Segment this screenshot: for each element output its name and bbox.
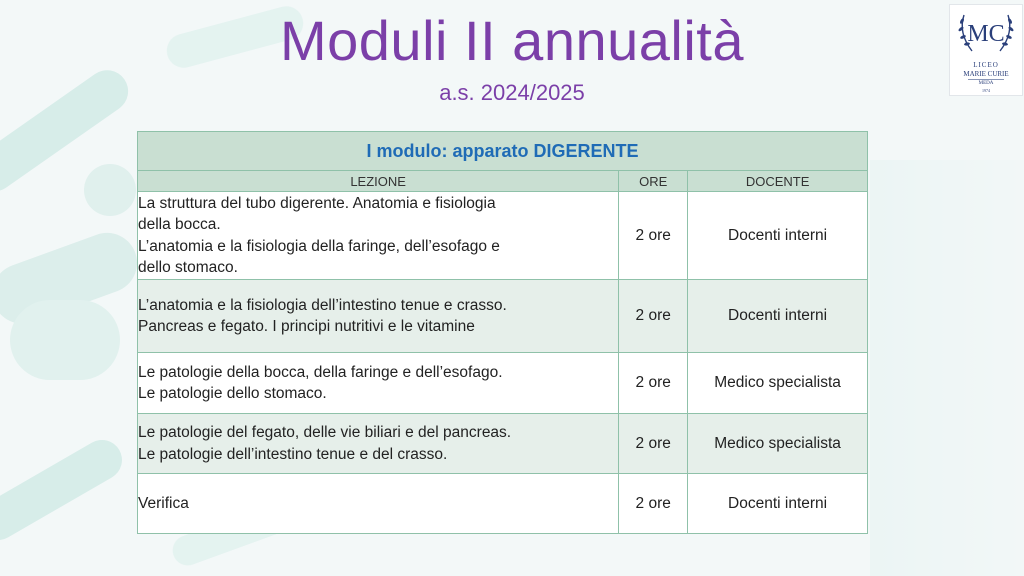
hours-cell: 2 ore — [619, 280, 688, 353]
column-header-ore: ORE — [619, 171, 688, 192]
hours-cell: 2 ore — [619, 474, 688, 534]
table-row — [138, 353, 868, 414]
lesson-cell: La struttura del tubo digerente. Anatomia e fisiologia della bocca. L’anatomia e la fisiologia della faringe, dell’esofago e dello stomaco. — [138, 192, 619, 280]
lesson-cell: L’anatomia e la fisiologia dell’intestino tenue e crasso. Pancreas e fegato. I principi nutritivi e le vitamine — [138, 280, 619, 353]
logo-text-name: MARIE CURIE — [963, 70, 1009, 78]
svg-text:MC: MC — [967, 21, 1005, 47]
module-schedule-table — [137, 131, 868, 534]
table-row — [138, 280, 868, 353]
teacher-cell: Medico specialista — [688, 353, 868, 414]
lesson-cell: Le patologie della bocca, della faringe e dell’esofago. Le patologie dello stomaco. — [138, 353, 619, 414]
lesson-cell: Verifica — [138, 474, 619, 534]
laurel-wreath-icon — [950, 5, 1022, 61]
teacher-cell: Docenti interni — [688, 280, 868, 353]
logo-text-liceo: LICEO — [973, 61, 999, 69]
table-row — [138, 192, 868, 280]
logo-text-year: 1974 — [982, 88, 990, 93]
table-row — [138, 474, 868, 534]
school-logo — [949, 4, 1023, 96]
hours-cell: 2 ore — [619, 192, 688, 280]
table-row — [138, 414, 868, 474]
teacher-cell: Docenti interni — [688, 192, 868, 280]
logo-divider — [968, 79, 1004, 80]
column-header-lezione: LEZIONE — [138, 171, 619, 192]
logo-text-city: MEDA — [978, 81, 994, 86]
teacher-cell: Medico specialista — [688, 414, 868, 474]
hours-cell: 2 ore — [619, 353, 688, 414]
column-header-docente: DOCENTE — [688, 171, 868, 192]
lesson-cell: Le patologie del fegato, delle vie biliari e del pancreas. Le patologie dell’intestino tenue e del crasso. — [138, 414, 619, 474]
slide-title: Moduli II annualità — [279, 9, 744, 72]
teacher-cell: Docenti interni — [688, 474, 868, 534]
module-title: I modulo: apparato DIGERENTE — [138, 132, 868, 171]
hours-cell: 2 ore — [619, 414, 688, 474]
slide-subtitle: a.s. 2024/2025 — [439, 80, 585, 105]
